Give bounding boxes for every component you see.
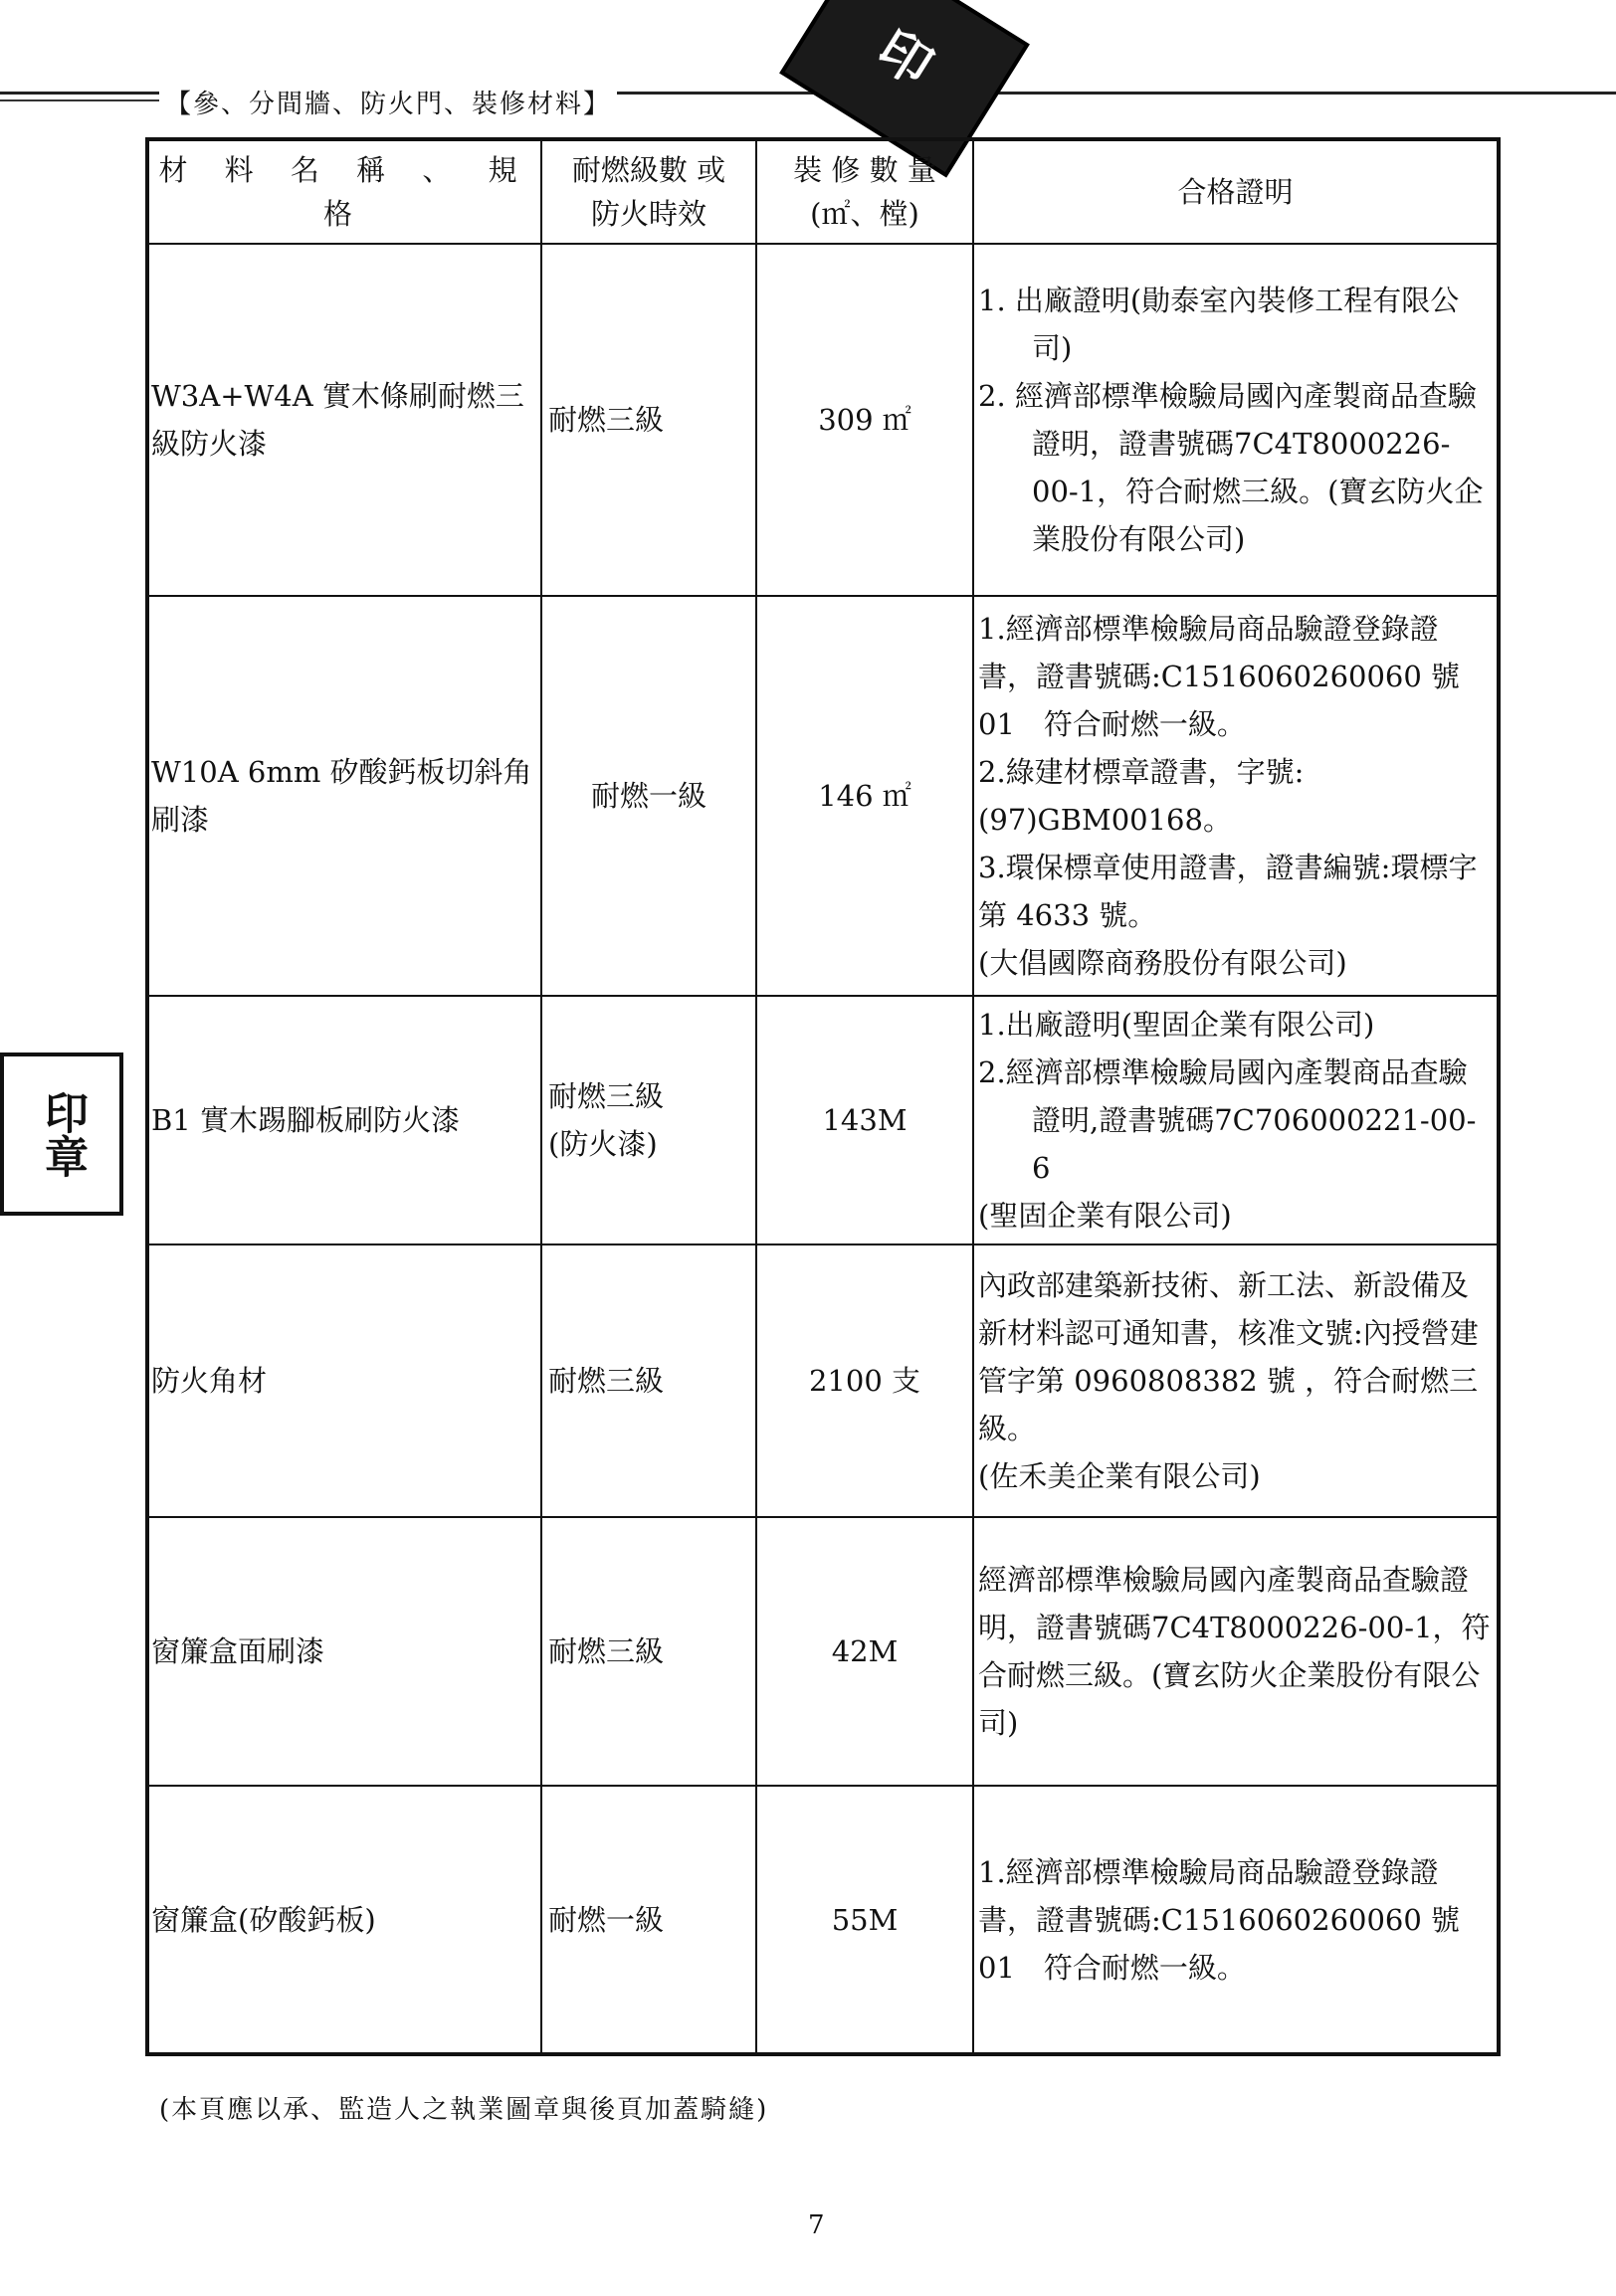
rating: 耐燃一級 — [541, 1786, 756, 2054]
header-material-name: 材 料 名 稱 、 規 格 — [147, 139, 541, 244]
certificate-line: 2.綠建材標章證書，字號:(97)GBM00168。 — [978, 755, 1305, 837]
table-header-row — [147, 139, 1499, 244]
certificate-line: 1.出廠證明(聖固企業有限公司) — [978, 1008, 1375, 1042]
material-name: W3A+W4A 實木條刷耐燃三級防火漆 — [147, 244, 541, 596]
table-row — [147, 1244, 1499, 1517]
certificate — [973, 1244, 1499, 1517]
top-rule-left — [0, 99, 159, 101]
materials-table — [145, 137, 1501, 2056]
certificate-line: 內政部建築新技術、新工法、新設備及新材料認可通知書，核准文號:內授營建管字第 0960808382 號 ，符合耐燃三級。 — [978, 1268, 1479, 1445]
header-rating: 耐燃級數 或 防火時效 — [541, 139, 756, 244]
quantity: 2100 支 — [756, 1244, 973, 1517]
rating: 耐燃一級 — [541, 596, 756, 996]
certificate-line: (佐禾美企業有限公司) — [978, 1459, 1261, 1493]
table-row — [147, 1517, 1499, 1786]
certificate — [973, 244, 1499, 596]
material-name: B1 實木踢腳板刷防火漆 — [147, 996, 541, 1244]
material-name: 窗簾盒面刷漆 — [147, 1517, 541, 1786]
certificate-line: 1.經濟部標準檢驗局商品驗證登錄證書，證書號碼:C1516060260060 號01 符合耐燃一級。 — [978, 1854, 1461, 1985]
table-row — [147, 244, 1499, 596]
certificate-line: 經濟部標準檢驗局國內產製商品查驗證明，證書號碼7C4T8000226-00-1，符合耐燃三級。(寶玄防火企業股份有限公司) — [978, 1563, 1491, 1740]
table-row — [147, 996, 1499, 1244]
material-name: W10A 6mm 矽酸鈣板切斜角刷漆 — [147, 596, 541, 996]
certificate — [973, 1786, 1499, 2054]
rating: 耐燃三級 (防火漆) — [541, 996, 756, 1244]
certificate — [973, 1517, 1499, 1786]
header-quantity: 裝 修 數 量 (㎡、樘) — [756, 139, 973, 244]
certificate-line: 3.環保標章使用證書，證書編號:環標字第 4633 號。 — [978, 851, 1478, 932]
quantity: 146 ㎡ — [756, 596, 973, 996]
material-name: 窗簾盒(矽酸鈣板) — [147, 1786, 541, 2054]
certificate-line: (聖固企業有限公司) — [978, 1199, 1232, 1233]
certificate-line: (大倡國際商務股份有限公司) — [978, 946, 1347, 980]
certificate — [973, 596, 1499, 996]
stamp-seal-left: 印章 — [0, 1052, 123, 1216]
section-title: 【參、分間牆、防火門、裝修材料】 — [159, 84, 617, 120]
stamp-seal-top: 印 — [779, 0, 1030, 177]
table-row — [147, 596, 1499, 996]
certificate-line: 1. 出廠證明(勛泰室內裝修工程有限公司) — [978, 284, 1460, 365]
table-row — [147, 1786, 1499, 2054]
header-certificate: 合格證明 — [973, 139, 1499, 244]
certificate-line: 1.經濟部標準檢驗局商品驗證登錄證書，證書號碼:C1516060260060 號01 符合耐燃一級。 — [978, 612, 1461, 741]
footnote: (本頁應以承、監造人之執業圖章與後頁加蓋騎縫) — [159, 2095, 769, 2125]
certificate-line: 2.經濟部標準檢驗局國內產製商品查驗證明,證書號碼7C706000221-00-6 — [978, 1055, 1477, 1185]
quantity: 42M — [756, 1517, 973, 1786]
certificate — [973, 996, 1499, 1244]
rating: 耐燃三級 — [541, 1517, 756, 1786]
material-name: 防火角材 — [147, 1244, 541, 1517]
quantity: 309 ㎡ — [756, 244, 973, 596]
page-number: 7 — [808, 2210, 825, 2240]
rating: 耐燃三級 — [541, 1244, 756, 1517]
certificate-line: 2. 經濟部標準檢驗局國內產製商品查驗證明，證書號碼7C4T8000226-00-1，符合耐燃三級。(寶玄防火企業股份有限公司) — [978, 379, 1484, 556]
rating: 耐燃三級 — [541, 244, 756, 596]
quantity: 55M — [756, 1786, 973, 2054]
quantity: 143M — [756, 996, 973, 1244]
